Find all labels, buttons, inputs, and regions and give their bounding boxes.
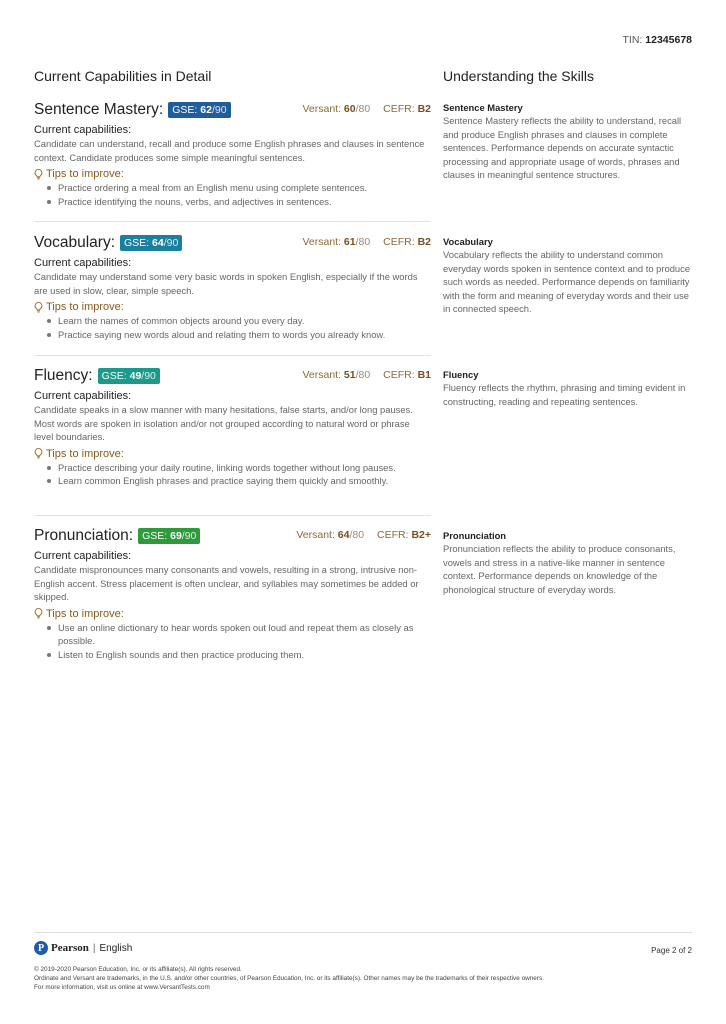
skills-heading: Understanding the Skills — [443, 68, 594, 84]
skill-name: Sentence Mastery: — [34, 101, 164, 118]
desc-title: Fluency — [443, 369, 479, 380]
pearson-mark-icon: P — [34, 941, 48, 955]
skill-name: Vocabulary: — [34, 234, 115, 251]
capabilities-text: Candidate mispronounces many consonants and vowels, resulting in a strong, intrusive non-English accent. Stress placement is often unclear, and syllables may sometimes be added or skipped. — [34, 564, 419, 603]
tin-label: TIN: — [622, 34, 643, 46]
divider — [34, 515, 431, 516]
desc-title: Pronunciation — [443, 530, 507, 541]
desc-text: Pronunciation reflects the ability to produce consonants, vowels and stress in a native-like manner in sentence context. Performance depends on knowledge of the phonological structure of everyday words. — [443, 543, 676, 595]
capabilities-text: Candidate may understand some very basic words in spoken English, especially if the words are used in slow, clear, simple speech. — [34, 271, 418, 296]
gse-badge: GSE: 62/90 — [168, 102, 230, 118]
tips-list — [34, 461, 431, 488]
tips-label: Tips to improve: — [34, 301, 431, 313]
skill-scores: Versant: 51/80 CEFR: B1 — [302, 369, 431, 381]
tip-item: Practice ordering a meal from an English menu using complete sentences. — [34, 181, 431, 195]
skill-scores: Versant: 60/80 CEFR: B2 — [302, 103, 431, 115]
brand-divider: | — [92, 942, 96, 954]
desc-text: Vocabulary reflects the ability to understand common everyday words spoken in sentence context and to produce such words as needed. Performance depends on familiarity with the form and meaning of everyday words and their use in connected speech. — [443, 249, 691, 315]
gse-badge: GSE: 64/90 — [120, 235, 182, 251]
divider — [34, 221, 431, 222]
skill-scores: Versant: 61/80 CEFR: B2 — [302, 236, 431, 248]
tip-item: Listen to English sounds and then practice producing them. — [34, 648, 431, 662]
lightbulb-icon — [34, 169, 43, 180]
tips-label: Tips to improve: — [34, 168, 431, 180]
divider — [34, 355, 431, 356]
tip-item: Learn the names of common objects around you every day. — [34, 314, 431, 328]
tips-label: Tips to improve: — [34, 608, 431, 620]
desc-title: Vocabulary — [443, 236, 493, 247]
tips-list — [34, 181, 431, 208]
desc-sentence-mastery — [443, 102, 693, 182]
capabilities-text: Candidate can understand, recall and produce some English phrases and clauses in sentence context. Candidate produces some simple meaningful sentences. — [34, 138, 425, 163]
gse-badge: GSE: 49/90 — [98, 368, 160, 384]
desc-pronunciation — [443, 530, 693, 596]
desc-text: Sentence Mastery reflects the ability to understand, recall and produce English phrases and clauses in complete sentences. Performance depends on accurate syntactic processing and appropriate usage of words, phrases and clauses in meaningful sentence structures. — [443, 115, 682, 181]
pearson-logo — [34, 941, 132, 955]
legal-text: © 2019-2020 Pearson Education, Inc. or its affiliate(s). All rights reserved. Ordinate and Versant are trademarks, in the U.S. and/or other countries, of Pearson Education, Inc. or its affiliate(s). Other names may be the trademarks of their respective owners. For more information, visit us online at www.VersantTests.com — [34, 966, 544, 991]
skill-name: Pronunciation: — [34, 527, 134, 544]
capabilities-label: Current capabilities: — [34, 550, 132, 562]
skill-vocabulary — [34, 234, 431, 341]
lightbulb-icon — [34, 448, 43, 459]
tips-list — [34, 621, 431, 662]
footer-divider — [34, 932, 692, 933]
lightbulb-icon — [34, 302, 43, 313]
capabilities-label: Current capabilities: — [34, 257, 132, 269]
skill-fluency — [34, 367, 431, 488]
lightbulb-icon — [34, 608, 43, 619]
brand-name: Pearson — [51, 942, 89, 954]
tips-label: Tips to improve: — [34, 448, 431, 460]
capabilities-label: Current capabilities: — [34, 390, 132, 402]
skill-sentence-mastery — [34, 101, 431, 208]
skill-name: Fluency: — [34, 367, 93, 384]
capabilities-heading: Current Capabilities in Detail — [34, 68, 212, 84]
skill-scores: Versant: 64/80 CEFR: B2+ — [296, 529, 431, 541]
gse-badge: GSE: 69/90 — [138, 528, 200, 544]
desc-title: Sentence Mastery — [443, 102, 523, 113]
tip-item: Learn common English phrases and practice saying them quickly and smoothly. — [34, 474, 431, 488]
page-number: Page 2 of 2 — [651, 946, 692, 955]
tip-item: Use an online dictionary to hear words spoken out loud and repeat them as closely as possible. — [34, 621, 431, 648]
brand-product: English — [99, 942, 133, 954]
skill-pronunciation — [34, 527, 431, 662]
capabilities-label: Current capabilities: — [34, 124, 132, 136]
tin — [623, 34, 692, 46]
tin-value: 12345678 — [645, 34, 692, 46]
tips-list — [34, 314, 431, 341]
tip-item: Practice describing your daily routine, linking words together without long pauses. — [34, 461, 431, 475]
capabilities-text: Candidate speaks in a slow manner with many hesitations, false starts, and/or long pauses. Most words are spoken in isolation and/or not grouped according to natural word or phrase level boundaries. — [34, 404, 413, 443]
desc-vocabulary — [443, 236, 693, 316]
tip-item: Practice saying new words aloud and relating them to words you already know. — [34, 328, 431, 342]
tip-item: Practice identifying the nouns, verbs, and adjectives in sentences. — [34, 195, 431, 209]
desc-fluency — [443, 369, 693, 408]
desc-text: Fluency reflects the rhythm, phrasing and timing evident in constructing, reading and repeating sentences. — [443, 382, 686, 407]
